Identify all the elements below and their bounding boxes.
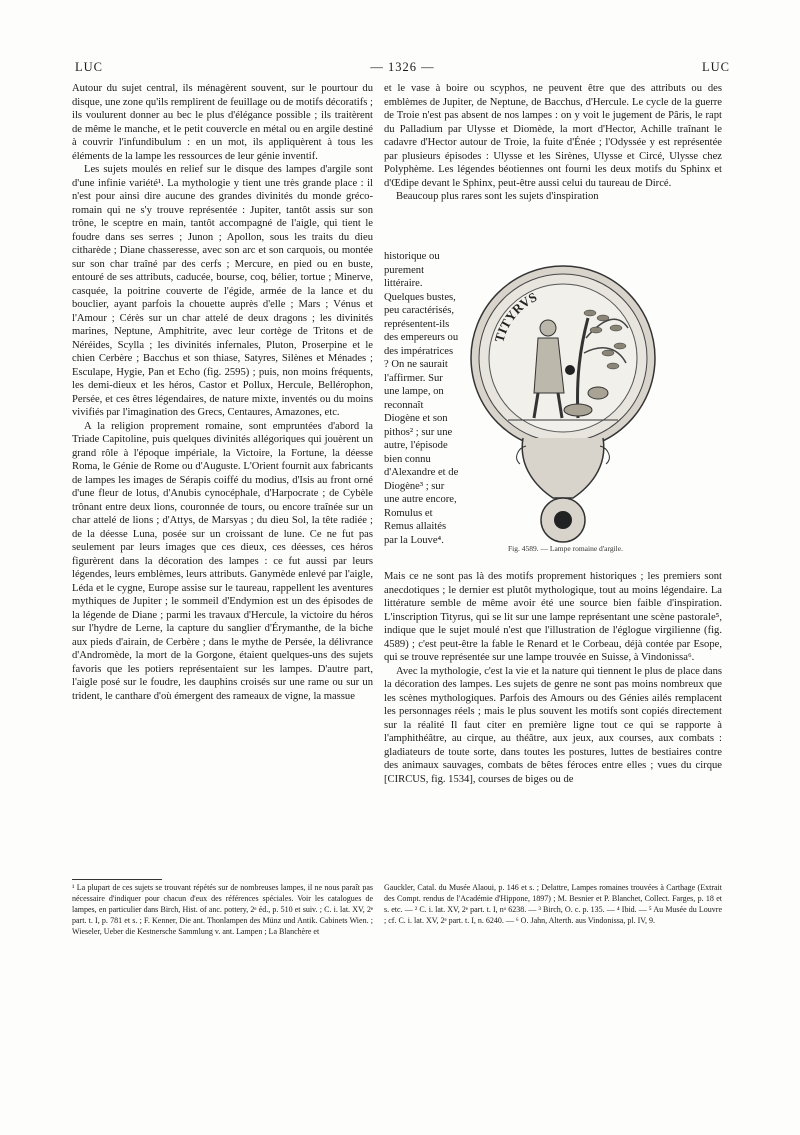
paragraph: et le vase à boire ou scyphos, ne peuvent être que des attributs ou des emblèmes de Jupiter, de Neptune, de Bacchus, d'Hercule. Le cycle de la guerre de Troie n'est pas absent de nos lampes : on y voit le jugement de Pâris, le rapt du Palladium par Ulysse et Diomède, la mort d'Hector, Achille traînant le cadavre d'Hector autour de Troie, la fuite d'Énée ; l'Odyssée y est représentée par plusieurs épisodes : Ulysse et les Sirènes, Ulysse et Circé, Ulysse chez Polyphème. Les légendes béotiennes ont fourni les deux motifs du Sphinx et d'Œdipe devant le Sphinx, peut-être aussi celui du taureau de Dircé.: [384, 83, 722, 189]
footnotes-right: Gauckler, Catal. du Musée Alaoui, p. 146 et s. ; Delattre, Lampes romaines trouvées à Carthage (Extrait des Compt. rendus de l'Académie d'Hippone, 1897) ; M. Besnier et P. Blanchet, Collect. Farges, p. 18 et s. etc. — ² C. i. lat. XV, 2ᵉ part. t. I, nᵒ 6238. — ³ Birch, O. c. p. 135. — ⁴ Ibid. — ⁵ Au Musée du Louvre ; cf. C. i. lat. XV, 2ᵉ part. t. I, n. 6240. — ⁶ O. Jahn, Alterth. aus Vindonissa, pl. IV, 9.: [384, 883, 722, 925]
lamp-illustration: [468, 258, 658, 548]
paragraph: Les sujets moulés en relief sur le disque des lampes d'argile sont d'une infinie variété¹. La mythologie y tient une très grande place : il n'est pour ainsi dire aucune des grandes divinités du monde gréco-romain qui ne s'y trouve représentée : Jupiter, tantôt assis sur son trône, le sceptre en main, tantôt accompagné de l'aigle, qui tient le foudre dans ses serres ; Junon ; Apollon, sous les traits du dieu citharède ; Diane chasseresse, avec son arc et son carquois, ou montée sur son char traîné par des cerfs ; Mercure, en pied ou en buste, entouré de ses attributs, caducée, bourse, coq, bélier, tortue ; Minerve, casquée, la poitrine couverte de l'égide, armée de la lance et du bouclier, ayant parfois la chouette auprès d'elle ; Mars ; Vénus et l'Amour ; Cérès sur un char attelé de deux dragons ; les divinités marines, Neptune, Amphitrite, avec leur cortège de Tritons et de Néréides, Scylla ; les divinités infernales, Pluton, Proserpine et le chien Cerbère ; Bacchus et son thiase, Satyres, Silènes et Ménades ; Esculape, Hygie, Pan et Echo (fig. 2595) ; puis, non moins fréquents, les demi-dieux et les héros, Castor et Pollux, Hercule, Bellérophon, Persée, et ces êtres légendaires, de nature mixte, inventés ou du moins vivifiés par l'imagination des Grecs, Centaures, Amazones, etc.: [72, 164, 373, 418]
lamp-figure: [468, 258, 658, 553]
left-column: [72, 82, 373, 703]
right-column: [384, 82, 722, 204]
figure-caption: Fig. 4589. — Lampe romaine d'argile.: [508, 544, 623, 553]
paragraph: historique ou purement littéraire. Quelques bustes, peu caractérisés, représentent-ils des empereurs ou des impératrices ? On ne saurait l'affirmer. Sur une lampe, on reconnaît Diogène et son pithos² ; sur une autre, l'épisode bien connu d'Alexandre et de Diogène³ ; sur une autre encore, Romulus et Remus allaités par la Louve⁴.: [384, 251, 459, 546]
paragraph: Mais ce ne sont pas là des motifs proprement historiques ; les premiers sont anecdotiques ; le dernier est plutôt mythologique, tout au moins légendaire. La littérature semble de même avoir été une source bien faible d'inspiration. L'inscription Tityrus, qui se lit sur une lampe représentant une scène pastorale⁵, indique que le sujet moulé n'est que l'illustration de l'églogue virgilienne (fig. 4589) ; c'est peut-être la fable le Renard et le Corbeau, déjà contée par Esope, qui se trouve représentée sur une lampe trouvée en Suisse, à Vindonissa⁶.: [384, 571, 722, 663]
inscription-text: TITYRVS: [491, 289, 540, 344]
page-number: — 1326 —: [370, 60, 435, 74]
paragraph: Autour du sujet central, ils ménagèrent souvent, sur le pourtour du disque, une zone qu'ils remplirent de feuillage ou de motifs décoratifs ; ils voulurent donner au bec le plus d'élégance possible ; ils traitèrent de même le manche, et le petit couvercle en métal ou en argile destiné à couvrir l'infundibulum : en un mot, ils appliquèrent à tous les éléments de la lampe les ressources de leur génie inventif.: [72, 83, 373, 162]
right-column-lower: [384, 570, 722, 786]
page-header: [75, 60, 730, 80]
paragraph: Beaucoup plus rares sont les sujets d'inspiration: [396, 191, 599, 202]
header-left: LUC: [75, 60, 103, 74]
figure-wrap-text: [384, 250, 460, 547]
paragraph: Avec la mythologie, c'est la vie et la nature qui tiennent le plus de place dans la décoration des lampes. Les sujets de genre ne sont pas moins nombreux que les scènes mythologiques. Parfois des Amours ou des Génies ailés remplacent les personnages réels ; mais le plus souvent les motifs sont copiés directement sur la réalité Il faut citer en première ligne tout ce qui se rapporte à l'amphithéâtre, au cirque, au théâtre, aux jeux, aux courses, aux combats : gladiateurs de toute sorte, dans toutes les postures, luttes de bestiaires contre des animaux sauvages, combats de bêtes féroces entre elles ; vues du cirque [CIRCUS, fig. 1534], courses de biges ou de: [384, 665, 722, 785]
paragraph: A la religion proprement romaine, sont empruntées d'abord la Triade Capitoline, puis quelques divinités allégoriques qui jouèrent un grand rôle à l'époque impériale, la Victoire, la Fortune, la déesse Roma, le Génie de Rome ou d'Auguste. L'Orient fournit aux fabricants de lampes les images de Sérapis coiffé du modius, d'Isis au front orné d'une fleur de lotus, d'Anubis cynocéphale, d'Harpocrate ; de Cybèle trônant entre deux lions, couronnée de tours, ou encore traînée sur un char attelé de lions ; d'Attys, de Marsyas ; du dieu Sol, la tête radiée ; de la déesse Luna, posée sur un croissant de lune. Ce ne fut pas seulement par leurs images que ces dieux, ces déesses, ces héros figurèrent dans la décoration des lampes : ce fut aussi par leurs légendes, leurs emblèmes, leurs attributs. Ganymède enlevé par l'aigle, Léda et le cygne, Europe assise sur le taureau, rappellent les aventures mythiques de Jupiter ; le sommeil d'Endymion est un des épisodes de la légende de Diane ; parmi les travaux d'Hercule, la victoire du héros sur l'hydre de Lerne, la capture du sanglier d'Érymanthe, de la biche aux pieds d'airain, de Cerbère ; dans le mythe de Persée, la délivrance d'Andromède, la mort de la Gorgone, étaient quelques-uns des sujets favoris que les potiers représentaient sur les lampes. D'autre part, l'aigle posé sur le foudre, les dauphins croisés sur une rame ou sur un trident, le canthare d'où émergent des rameaux de vigne, la massue: [72, 420, 373, 702]
header-right: LUC: [702, 60, 730, 74]
footnotes-left: ¹ La plupart de ces sujets se trouvant répétés sur de nombreuses lampes, il ne nous paraît pas nécessaire d'indiquer pour chacun d'eux des références spéciales. Voir les catalogues de lampes, en particulier dans Birch, Hist. of anc. pottery, 2ᵉ éd., p. 510 et suiv. ; C. i. lat. XV, 2ᵉ part. t. I, p. 781 et s. ; F. Kenner, Die ant. Thonlampen des Münz und Antik. Cabinets Wien. ; Wieseler, Ueber die Kestnersche Sammlung v. ant. Lampen ; La Blanchère et: [72, 883, 373, 936]
footnote-rule: [72, 879, 162, 880]
